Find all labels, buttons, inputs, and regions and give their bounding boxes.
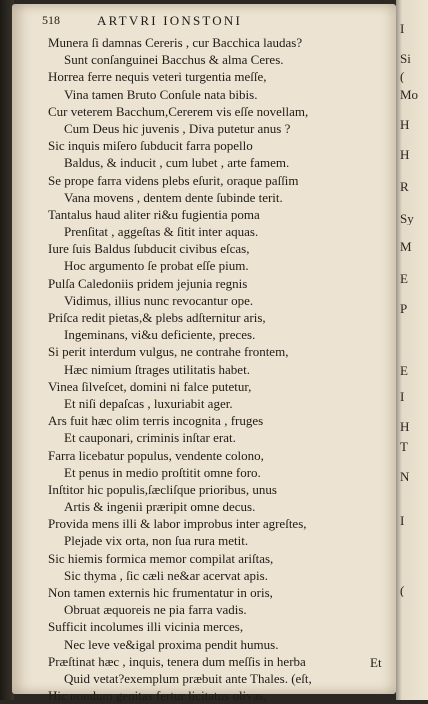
facing-page-letter: Si (400, 52, 411, 65)
verse-line: Se prope farra videns plebs eſurit, oraque paſſim (48, 172, 299, 188)
page-number: 518 (42, 13, 60, 27)
verse-line: Horrea ferre nequis veteri turgentia meſſe, (48, 69, 267, 85)
facing-page-letter: I (400, 22, 405, 35)
verse-line: Sic thyma , ſic cæli ne&ar acervat apis. (64, 567, 268, 583)
verse-line: Et cauponari, criminis inſtar erat. (64, 430, 236, 446)
page-header (42, 13, 382, 29)
facing-page-letter: I (400, 390, 405, 403)
verse-line: Farra licebatur populus, vendente colono, (48, 447, 264, 463)
facing-page-letter: M (400, 240, 412, 253)
verse-line: Sic inquis miſero ſubducit farra popello (48, 138, 253, 154)
facing-page-letter: P (400, 302, 408, 315)
facing-page-letter: E (400, 272, 408, 285)
facing-page-letter: H (400, 118, 410, 131)
verse-line: Pulſa Caledoniis pridem jejunia regnis (48, 275, 248, 291)
facing-page-letter: ( (400, 584, 405, 597)
verse-line: Baldus, & inducit , cum lubet , arte famem. (64, 155, 290, 171)
facing-page-letter: I (400, 514, 405, 527)
catchword: Et (370, 655, 382, 670)
next-page-edge (396, 0, 428, 700)
running-title: ARTVRI IONSTONI (97, 13, 243, 28)
facing-page-letter: Mo (400, 88, 419, 101)
verse-line: Vinea ſilveſcet, domini ni falce putetur, (48, 378, 252, 394)
verse-line: Sunt conſanguinei Bacchus & alma Ceres. (64, 52, 284, 68)
verse-line: Obruat æquoreis ne pia farra vadis. (64, 602, 247, 618)
facing-page-letter: Sy (400, 212, 414, 225)
verse-line: Munera ſi damnas Cereris , cur Bacchica laudas? (48, 35, 303, 50)
facing-page-letter: H (400, 148, 410, 161)
poem-text (48, 34, 396, 704)
verse-line: Sufficit incolumes illi vicinia merces, (48, 619, 244, 635)
verse-line: Artis & ingenii præripit omne decus. (64, 499, 256, 515)
verse-line: Cur veterem Bacchum,Cererem vis eſſe novellam, (48, 103, 309, 119)
verse-line: Ingeminans, vi&u deficiente, preces. (64, 327, 256, 343)
verse-line: Priſca redit pietas,& plebs adſternitur aris, (48, 310, 266, 325)
verse-line: Sic hiemis formica memor compilat ariſtas, (48, 550, 274, 566)
verse-line: Vidimus, illius nunc revocantur ope. (64, 292, 254, 308)
verse-line: Cum Deus hic juvenis , Diva putetur anus ? (64, 120, 291, 136)
verse-line: Provida mens illi & labor improbus inter agreſtes, (48, 516, 307, 532)
facing-page-letter: T (400, 440, 408, 453)
facing-page-letter: E (400, 364, 408, 377)
verse-line: Non tamen externis hic frumentatur in oris, (48, 585, 273, 600)
verse-line: Hæc nimium ſtrages utilitatis habet. (64, 361, 250, 377)
facing-page-letter: R (400, 180, 409, 193)
verse-line: Hoc argumento ſe probat eſſe pium. (64, 258, 249, 274)
verse-line: Quid vetat?exemplum præbuit ante Thales. (eſt, (64, 670, 312, 686)
verse-line: Vana movens , dentem dente ſubinde terit. (64, 189, 283, 205)
facing-page-letter: N (400, 470, 410, 483)
verse-line: Tantalus haud aliter ri&u fugientia poma (48, 206, 260, 222)
verse-line: Ars fuit hæc olim terris incognita , fruges (48, 413, 264, 429)
facing-page-letter: ( (400, 70, 405, 83)
verse-line: Præſtinat hæc , inquis, tenera dum meſſis in herba (48, 653, 306, 669)
verse-line: Et penus in medio proſtitit omne foro. (64, 464, 261, 480)
verse-line: Et niſi depaſcas , luxuriabit ager. (64, 395, 233, 411)
verse-line: Inſtitor hic populis,ſæcliſque prioribus, unus (48, 481, 277, 497)
verse-line: Prenſitat , aggeſtas & ſitit inter aquas. (64, 224, 259, 240)
verse-line: Plejade vix orta, non ſua rura metit. (64, 533, 249, 549)
verse-line: Hic nondum genitas fertur licitatus olivas, (48, 688, 267, 704)
verse-line: Si perit interdum vulgus, ne contrahe frontem, (48, 344, 289, 360)
book-page (12, 4, 396, 704)
verse-line: Nec leve ve&igal proxima pendit humus. (64, 636, 279, 652)
facing-page-letter: H (400, 420, 410, 433)
verse-line: Iure ſuis Baldus ſubducit civibus eſcas, (48, 241, 250, 257)
verse-line: Vina tamen Bruto Conſule nata bibis. (64, 86, 258, 102)
